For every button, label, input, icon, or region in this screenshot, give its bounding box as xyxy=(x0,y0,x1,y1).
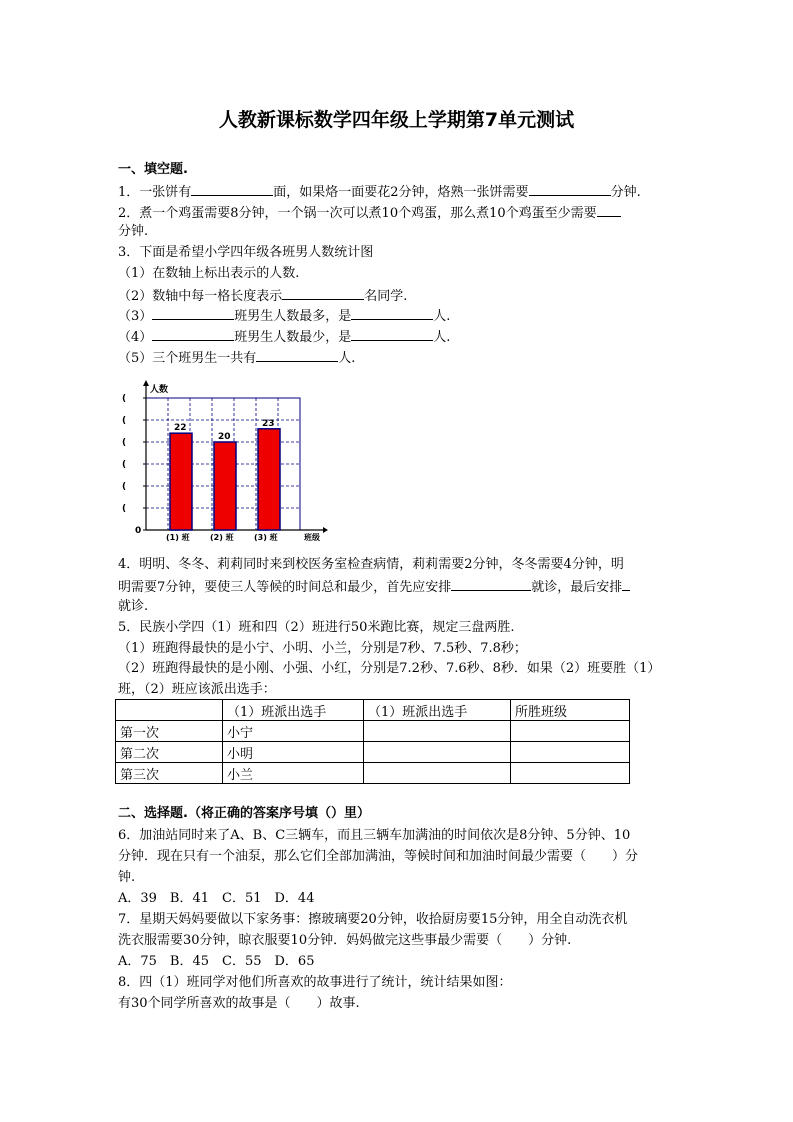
header-cell: （1）班派出选手 xyxy=(223,700,364,721)
question-7-line-1: 7．星期天妈妈要做以下家务事：擦玻璃要20分钟，收拾厨房要15分钟，用全自动洗衣机 xyxy=(118,912,628,927)
y-tick-label: ( xyxy=(122,482,127,492)
answer-blank[interactable] xyxy=(351,328,433,341)
page-title: 人教新课标数学四年级上学期第7单元测试 xyxy=(218,109,575,131)
question-8-line-1: 8．四（1）班同学对他们所喜欢的故事进行了统计，统计结果如图： xyxy=(118,975,512,990)
question-3-part-2: （2）数轴中每一格长度表示 名同学. xyxy=(118,289,408,304)
answer-cell[interactable] xyxy=(364,742,511,763)
x-tick-label: (2) 班 xyxy=(210,533,234,542)
question-7-line-2: 洗衣服需要30分钟，晾衣服要10分钟．妈妈做完这些事最少需要（ ）分钟. xyxy=(118,933,572,948)
question-3-stem: 3．下面是希望小学四年级各班男人数统计图 xyxy=(118,245,374,260)
table-row xyxy=(116,721,630,742)
bar-value-label: 22 xyxy=(174,423,187,434)
question-6-options[interactable]: A．39 B．41 C．51 D．44 xyxy=(118,891,315,906)
answer-blank[interactable] xyxy=(152,328,234,341)
section-heading-fill-blank: 一、填空题. xyxy=(118,162,188,177)
bar xyxy=(170,433,192,530)
header-cell: 所胜班级 xyxy=(511,700,630,721)
answer-cell[interactable] xyxy=(511,742,630,763)
y-tick-label: ( xyxy=(122,460,127,470)
table-cell: 小兰 xyxy=(223,763,364,784)
answer-blank[interactable] xyxy=(282,287,364,300)
table-cell: 第三次 xyxy=(116,763,223,784)
header-cell xyxy=(116,700,223,721)
question-4-line-3: 就诊. xyxy=(118,599,149,614)
y-tick-label: ( xyxy=(122,438,127,448)
answer-blank[interactable] xyxy=(191,183,273,196)
boys-per-class-bar-chart xyxy=(118,378,328,542)
bar-value-label: 23 xyxy=(262,418,275,429)
table-cell: 小明 xyxy=(223,742,364,763)
answer-blank[interactable] xyxy=(622,578,630,591)
table-cell: 第二次 xyxy=(116,742,223,763)
bar-value-label: 20 xyxy=(218,432,231,442)
table-cell: 第一次 xyxy=(116,721,223,742)
question-5-line-2: （1）班跑得最快的是小宁、小明、小兰，分别是7秒、7.5秒、7.8秒； xyxy=(118,641,527,656)
question-3-part-3: （3） 班男生人数最多，是 人. xyxy=(118,309,451,324)
bar-chart-svg xyxy=(118,378,328,542)
question-5-line-3: （2）班跑得最快的是小刚、小强、小红，分别是7.2秒、7.6秒、8秒．如果（2）班要胜（1） xyxy=(118,661,661,676)
question-3-part-4: （4） 班男生人数最少，是 人. xyxy=(118,330,451,345)
selection-table xyxy=(115,699,630,784)
question-5-line-4: 班，（2）班应该派出选手： xyxy=(118,682,276,697)
y-tick-label: ( xyxy=(122,394,127,404)
answer-blank[interactable] xyxy=(451,578,531,591)
answer-blank[interactable] xyxy=(597,204,621,217)
x-tick-label: (3) 班 xyxy=(254,533,278,542)
x-axis-title: 班级 xyxy=(304,533,320,542)
table-row xyxy=(116,742,630,763)
question-2-line-1: 2．煮一个鸡蛋需要8分钟，一个锅一次可以煮10个鸡蛋，那么煮10个鸡蛋至少需要 xyxy=(118,204,621,222)
question-3-part-1: （1）在数轴上标出表示的人数. xyxy=(118,266,300,281)
x-axis-arrow xyxy=(323,527,328,533)
y-axis-title: 人数 xyxy=(150,385,169,395)
x-tick-label: (1) 班 xyxy=(166,533,190,542)
answer-blank[interactable] xyxy=(152,307,234,320)
question-2-line-2: 分钟. xyxy=(118,224,149,239)
answer-cell[interactable] xyxy=(364,763,511,784)
question-1: 1．一张饼有 面，如果烙一面要花2分钟，烙熟一张饼需要 分钟. xyxy=(118,185,641,200)
question-7-options[interactable]: A．75 B．45 C．55 D．65 xyxy=(118,954,315,969)
question-4-line-1: 4．明明、冬冬、莉莉同时来到校医务室检查病情，莉莉需要2分钟，冬冬需要4分钟，明 xyxy=(118,557,624,572)
bar xyxy=(214,442,236,530)
question-6-line-3: 钟. xyxy=(118,870,136,885)
question-6-line-2: 分钟．现在只有一个油泵，那么它们全部加满油，等候时间和加油时间最少需要（ ）分 xyxy=(118,849,639,864)
answer-blank[interactable] xyxy=(351,307,433,320)
question-5-line-1: 5．民族小学四（1）班和四（2）班进行50米跑比赛，规定三盘两胜. xyxy=(118,620,515,635)
question-8-line-2: 有30个同学所喜欢的故事是（ ）故事. xyxy=(118,996,360,1011)
answer-blank[interactable] xyxy=(529,183,611,196)
table-row xyxy=(116,763,630,784)
question-4-line-2: 明需要7分钟，要使三人等候的时间总和最少，首先应安排 就诊，最后安排 xyxy=(118,578,630,596)
y-tick-label: ( xyxy=(122,504,127,514)
question-3-part-5: （5）三个班男生一共有 人. xyxy=(118,351,356,366)
y-tick-label: ( xyxy=(122,416,127,426)
answer-cell[interactable] xyxy=(364,721,511,742)
answer-blank[interactable] xyxy=(256,349,338,362)
y-tick-label: 0 xyxy=(135,526,142,536)
answer-cell[interactable] xyxy=(511,763,630,784)
y-axis-arrow xyxy=(143,380,149,386)
question-6-line-1: 6．加油站同时来了A、B、C三辆车，而且三辆车加满油的时间依次是8分钟、5分钟、10 xyxy=(118,828,631,843)
section-heading-multiple-choice: 二、选择题.（将正确的答案序号填（）里） xyxy=(118,806,370,821)
table-cell: 小宁 xyxy=(223,721,364,742)
bar xyxy=(258,429,280,530)
header-cell: （1）班派出选手 xyxy=(364,700,511,721)
answer-cell[interactable] xyxy=(511,721,630,742)
table-header-row xyxy=(116,700,630,721)
